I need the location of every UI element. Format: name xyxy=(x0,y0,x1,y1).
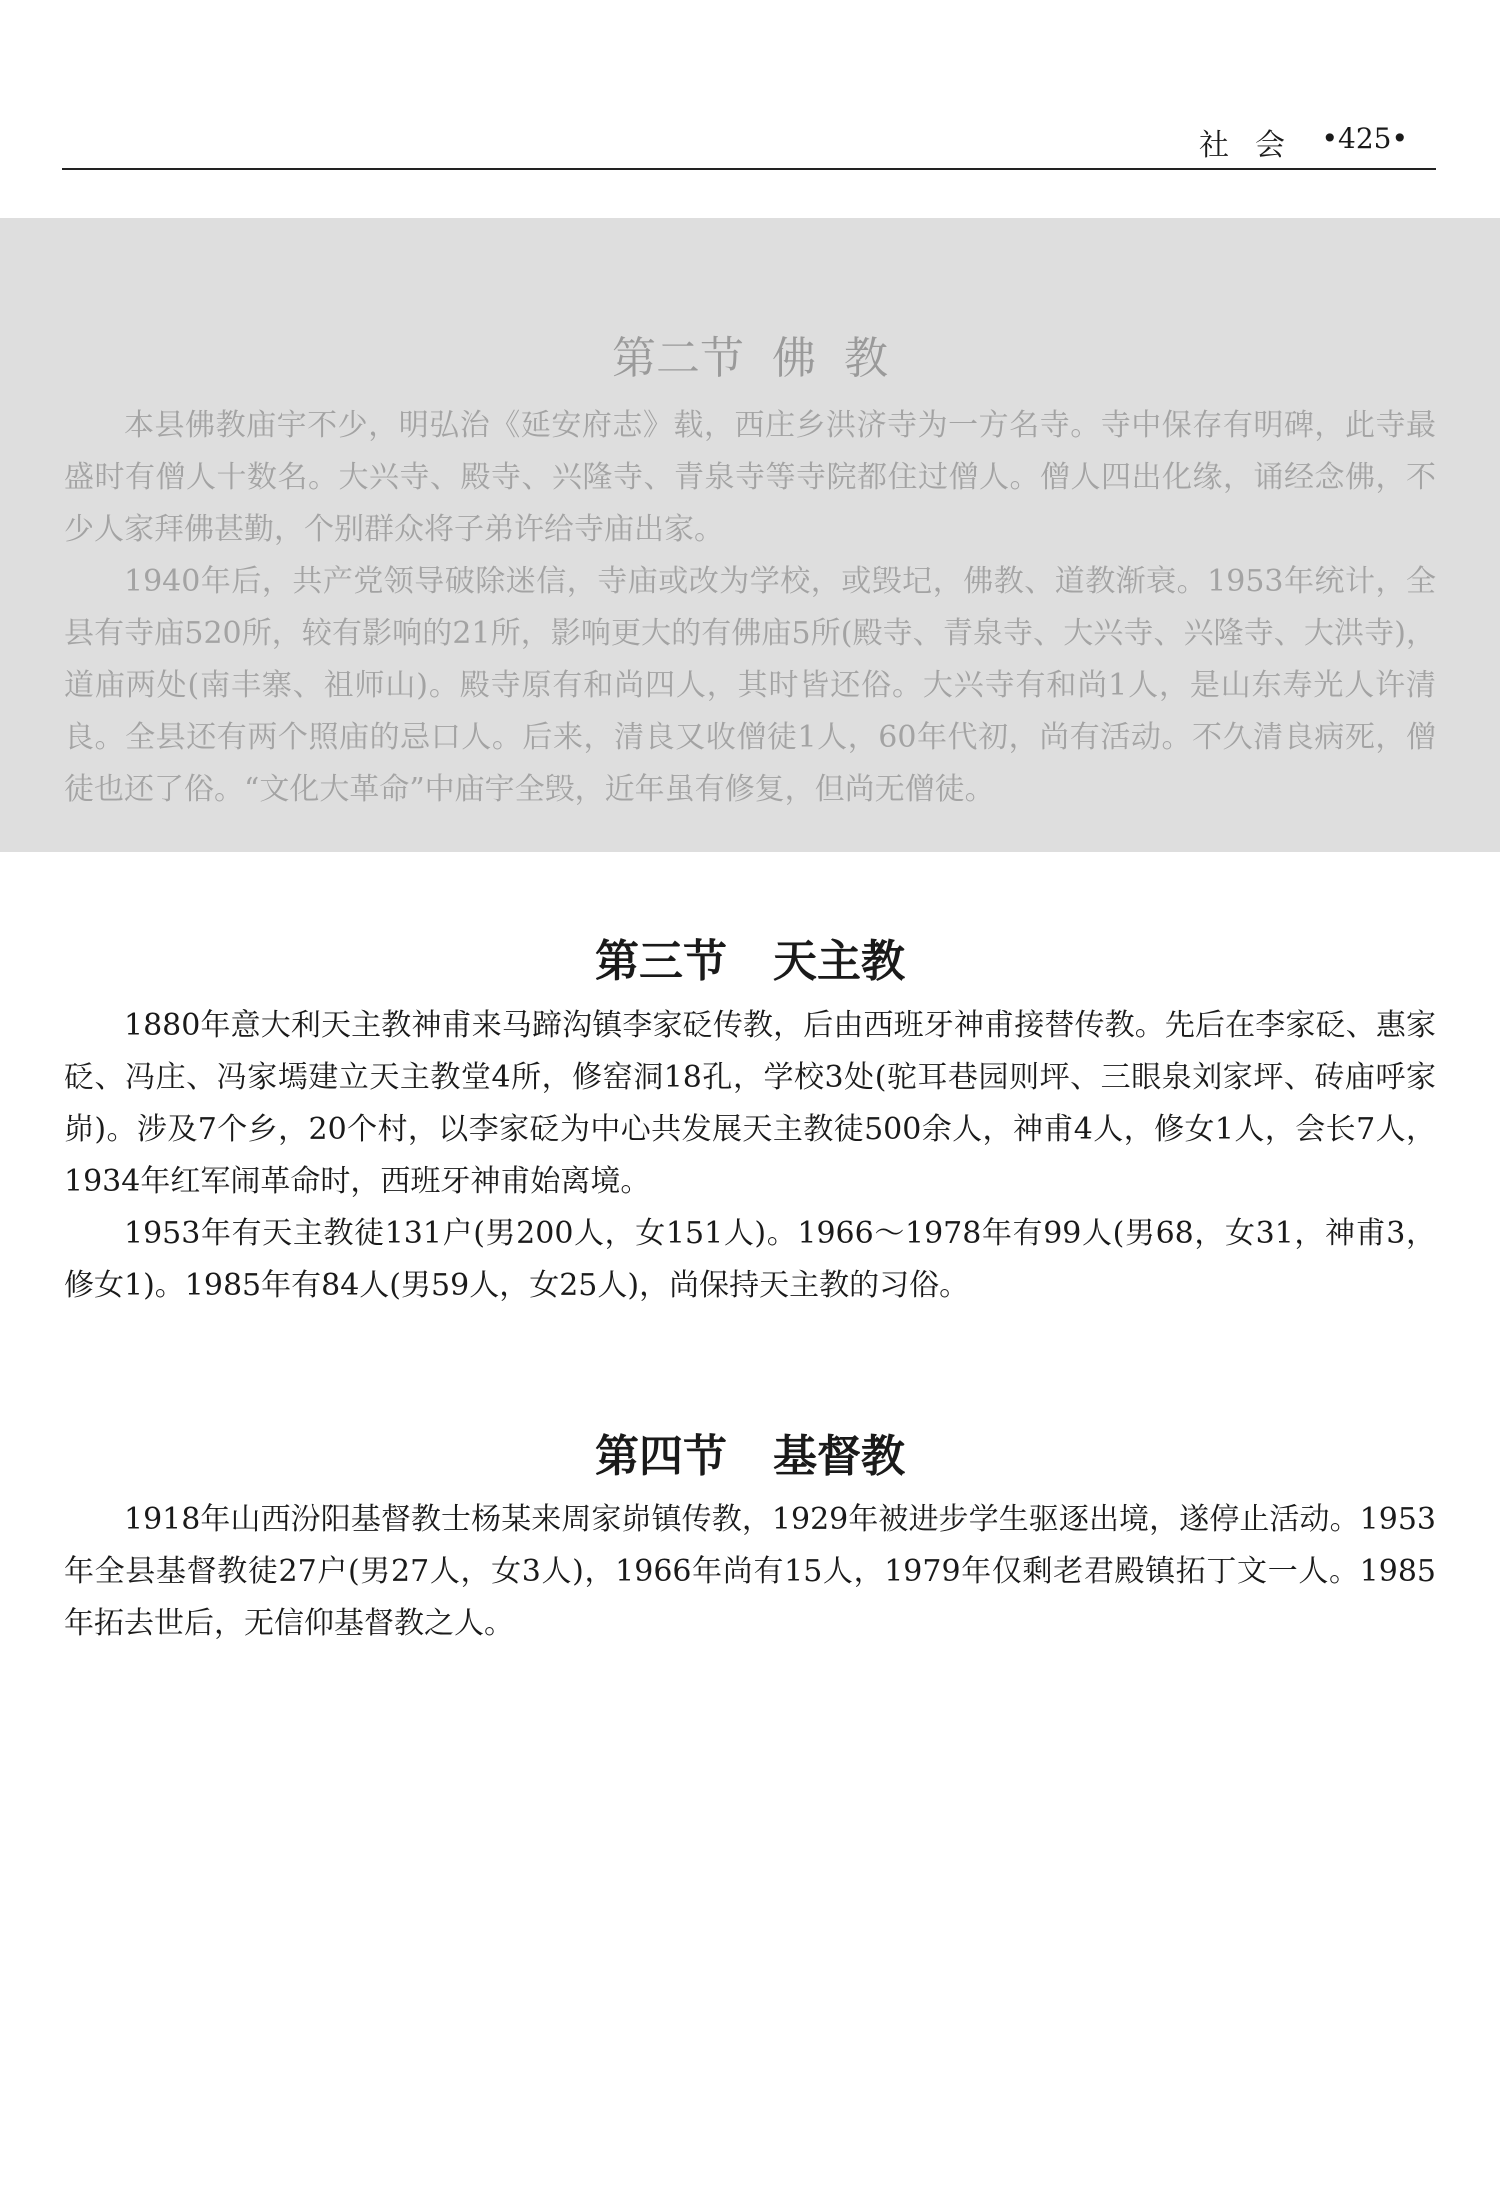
paragraph: 1918年山西汾阳基督教士杨某来周家峁镇传教，1929年被进步学生驱逐出境，遂停止活动。1953年全县基督教徒27户(男27人，女3人)，1966年尚有15人，1979年仅剩老君殿镇拓丁文一人。1985年拓去世后，无信仰基督教之人。 xyxy=(64,1502,1436,1641)
section-title-buddhism: 第二节 佛 教 xyxy=(612,333,888,384)
paragraph: 1953年有天主教徒131户(男200人，女151人)。1966～1978年有99人(男68，女31，神甫3，修女1)。1985年有84人(男59人，女25人)，尚保持天主教的习俗。 xyxy=(64,1216,1436,1303)
section-body-buddhism xyxy=(64,400,1436,816)
page-number: •425• xyxy=(1321,122,1408,155)
running-head-section: 社会 xyxy=(1199,128,1311,163)
paragraph: 本县佛教庙宇不少，明弘治《延安府志》载，西庄乡洪济寺为一方名寺。寺中保存有明碑，此寺最盛时有僧人十数名。大兴寺、殿寺、兴隆寺、青泉寺等寺院都住过僧人。僧人四出化缘，诵经念佛，不少人家拜佛甚勤，个别群众将子弟许给寺庙出家。 xyxy=(64,408,1436,547)
section-title-christianity: 第四节 基督教 xyxy=(595,1431,905,1482)
section-title-catholicism: 第三节 天主教 xyxy=(595,936,905,987)
running-head xyxy=(62,118,1436,170)
paragraph: 1880年意大利天主教神甫来马蹄沟镇李家砭传教，后由西班牙神甫接替传教。先后在李家砭、惠家砭、冯庄、冯家墕建立天主教堂4所，修窑洞18孔，学校3处(驼耳巷园则坪、三眼泉刘家坪、砖庙呼家峁)。涉及7个乡，20个村，以李家砭为中心共发展天主教徒500余人，神甫4人，修女1人，会长7人，1934年红军闹革命时，西班牙神甫始离境。 xyxy=(64,1008,1436,1199)
paragraph: 1940年后，共产党领导破除迷信，寺庙或改为学校，或毁圮，佛教、道教渐衰。1953年统计，全县有寺庙520所，较有影响的21所，影响更大的有佛庙5所(殿寺、青泉寺、大兴寺、兴隆寺、大洪寺)，道庙两处(南丰寨、祖师山)。殿寺原有和尚四人，其时皆还俗。大兴寺有和尚1人，是山东寿光人许清良。全县还有两个照庙的忌口人。后来，清良又收僧徒1人，60年代初，尚有活动。不久清良病死，僧徒也还了俗。“文化大革命”中庙宇全毁，近年虽有修复，但尚无僧徒。 xyxy=(64,564,1436,807)
section-body-catholicism xyxy=(64,1000,1436,1312)
section-body-christianity xyxy=(64,1494,1436,1650)
